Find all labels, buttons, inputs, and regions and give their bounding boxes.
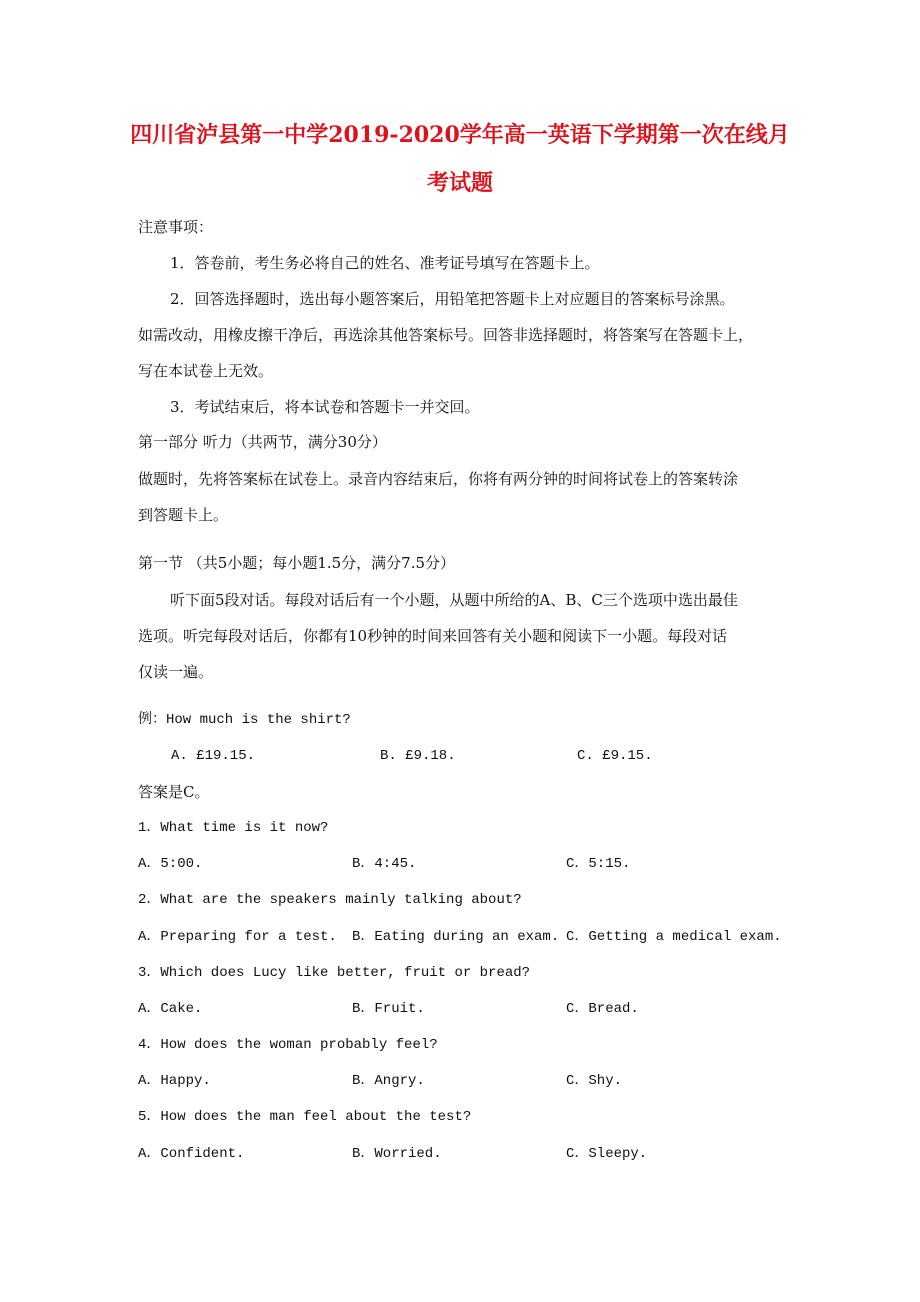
q1-option-c: C．5:15. [566,856,631,872]
notice-item-2-end: 写在本试卷上无效。 [138,362,274,380]
q1-option-a: A．5:00. [138,856,203,872]
section1-instructions: 听下面5段对话。每段对话后有一个小题，从题中所给的A、B、C三个选项中选出最佳 [170,591,738,609]
q5-option-a: A．Confident. [138,1146,245,1162]
q4-option-b: B．Angry. [352,1073,425,1089]
example-option-a: A. £19.15. [171,748,256,764]
q3-option-c: C．Bread. [566,1001,639,1017]
example-answer: 答案是C。 [138,783,210,801]
q3-option-a: A．Cake. [138,1001,203,1017]
title-line-2: 考试题 [426,170,493,196]
q4-option-a: A．Happy. [138,1073,211,1089]
example-option-b: B. £9.18. [380,748,456,764]
q3-option-b: B．Fruit. [352,1001,425,1017]
section1-instructions-end: 仅读一遍。 [138,663,214,681]
title-line-1: 四川省泸县第一中学2019-2020学年高一英语下学期第一次在线月 [130,122,790,148]
part1-heading: 第一部分 听力（共两节，满分30分） [138,433,387,451]
notice-item-2: 2．回答选择题时，选出每小题答案后，用铅笔把答题卡上对应题目的答案标号涂黑。 [170,290,735,308]
question-4: 4．How does the woman probably feel? [138,1037,438,1053]
question-2: 2．What are the speakers mainly talking about? [138,892,522,908]
q5-option-c: C．Sleepy. [566,1146,648,1162]
q4-option-c: C．Shy. [566,1073,623,1089]
question-1: 1．What time is it now? [138,820,329,836]
q2-option-b: B．Eating during an exam. [352,929,560,945]
question-3: 3．Which does Lucy like better, fruit or bread? [138,965,531,981]
example-option-c: C. £9.15. [577,748,653,764]
q2-option-a: A．Preparing for a test. [138,929,337,945]
q1-option-b: B．4:45. [352,856,417,872]
section1-instructions-cont: 选项。听完每段对话后，你都有10秒钟的时间来回答有关小题和阅读下一小题。每段对话 [138,627,728,645]
part1-instructions-cont: 到答题卡上。 [138,506,229,524]
example-question: 例：How much is the shirt? [138,712,351,728]
q2-option-c: C．Getting a medical exam. [566,929,782,945]
notice-heading: 注意事项： [138,218,214,236]
notice-item-1: 1．答卷前，考生务必将自己的姓名、准考证号填写在答题卡上。 [170,254,600,272]
notice-item-2-cont: 如需改动，用橡皮擦干净后，再选涂其他答案标号。回答非选择题时，将答案写在答题卡上， [138,326,754,344]
notice-item-3: 3．考试结束后，将本试卷和答题卡一并交回。 [170,398,480,416]
question-5: 5．How does the man feel about the test? [138,1109,472,1125]
section1-heading: 第一节 （共5小题；每小题1.5分，满分7.5分） [138,554,456,572]
part1-instructions: 做题时，先将答案标在试卷上。录音内容结束后，你将有两分钟的时间将试卷上的答案转涂 [138,470,739,488]
q5-option-b: B．Worried. [352,1146,442,1162]
